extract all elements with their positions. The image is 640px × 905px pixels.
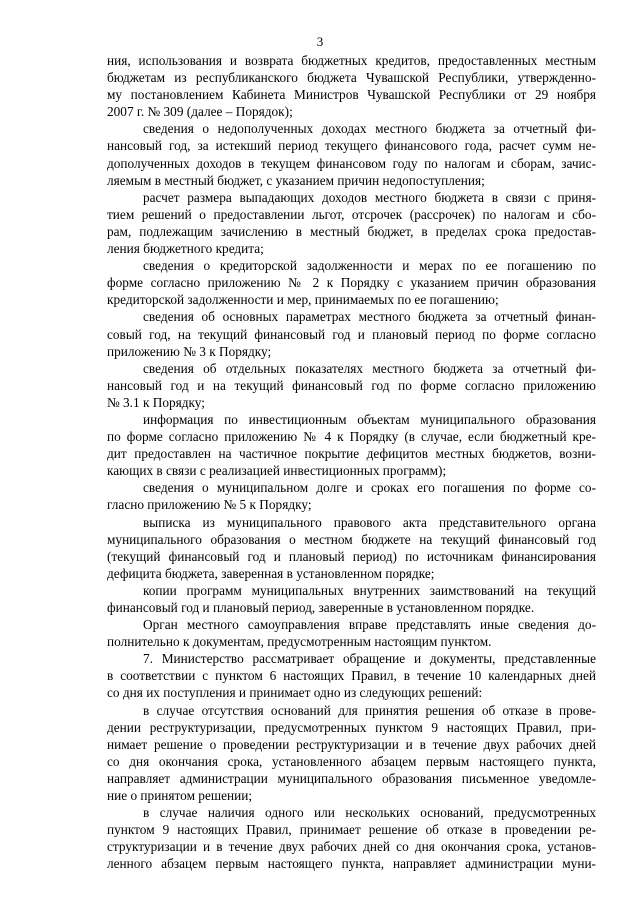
text-line: кающих в связи с реализацией инвестиционных программ); <box>107 463 447 479</box>
document-body <box>107 52 596 873</box>
text-line: нансовый год, за истекший период текущего финансового года, расчет сумм не- <box>107 138 596 154</box>
paragraph <box>107 479 596 513</box>
text-line: со дня окончания срока, установленного абзацем первым настоящего пункта, <box>107 753 596 769</box>
text-line: сведения о кредиторской задолженности и мерах по ее погашению по <box>143 258 596 274</box>
text-line: финансовый год и плановый период, заверенные в установленном порядке. <box>107 600 535 615</box>
paragraph <box>107 52 596 120</box>
text-line: структуризации и в течение двух рабочих дней со дня окончания срока, установ- <box>107 839 596 855</box>
text-line: ляемым в местный бюджет, с указанием причин недопоступления; <box>107 172 485 188</box>
text-line: № 3.1 к Порядку; <box>107 394 205 410</box>
text-line: в случае отсутствия оснований для принятия решения об отказе в прове- <box>143 702 596 718</box>
text-line: сведения об основных параметрах местного бюджета за отчетный финан- <box>143 309 596 325</box>
text-line: пунктом 9 настоящих Правил, принимает решение об отказе в проведении ре- <box>107 822 596 838</box>
text-line: му постановлением Кабинета Министров Чувашской Республики от 29 ноября <box>107 87 596 103</box>
text-line: информация по инвестиционным объектам муниципального образования <box>143 411 596 427</box>
text-line: 2007 г. № 309 (далее – Порядок); <box>107 104 293 120</box>
text-line: дении реструктуризации, предусмотренных пунктом 9 настоящих Правил, при- <box>107 719 596 735</box>
text-line: в соответствии с пунктом 6 настоящих Правил, в течение 10 календарных дней <box>107 668 596 684</box>
paragraph <box>107 308 596 359</box>
paragraph <box>107 189 596 257</box>
text-line: рам, подлежащим зачислению в местный бюджет, в пределах срока предостав- <box>107 223 596 239</box>
text-line: по форме согласно приложению № 4 к Порядку (в случае, если бюджетный кре- <box>107 429 596 445</box>
paragraph <box>107 650 596 701</box>
page-number: 3 <box>316 34 324 49</box>
text-line: выписка из муниципального правового акта представительного органа <box>143 514 596 530</box>
text-line: приложению № 3 к Порядку; <box>107 343 272 359</box>
text-line: 7. Министерство рассматривает обращение и документы, представленные <box>143 651 596 667</box>
paragraph <box>107 411 596 479</box>
text-line: сведения о недополученных доходах местного бюджета за отчетный фи- <box>143 121 596 137</box>
text-line: со дня их поступления и принимает одно из следующих решений: <box>107 685 483 701</box>
text-line: бюджетам из республиканского бюджета Чувашской Республики, утвержденно- <box>107 70 596 86</box>
text-line: сведения об отдельных показателях местного бюджета за отчетный фи- <box>143 360 596 376</box>
text-line: ления бюджетного кредита; <box>107 241 264 257</box>
text-line: нимает решение о проведении реструктуризации и в течение двух рабочих дней <box>107 736 596 752</box>
text-line: муниципального образования о местном бюджете на текущий финансовый год <box>107 531 596 547</box>
text-line: форме согласно приложению № 2 к Порядку с указанием причин образования <box>107 275 596 291</box>
paragraph <box>107 804 596 872</box>
text-line: копии программ муниципальных внутренних заимствований на текущий <box>143 582 596 598</box>
text-line: в случае наличия одного или нескольких оснований, предусмотренных <box>143 805 596 821</box>
paragraph <box>107 120 596 188</box>
text-line: тием решений о предоставлении льгот, отсрочек (рассрочек) по налогам и сбо- <box>107 206 596 222</box>
paragraph <box>107 616 596 650</box>
paragraph <box>107 702 596 805</box>
text-line: сведения о муниципальном долге и сроках его погашения по форме со- <box>143 480 596 496</box>
text-line: ния, использования и возврата бюджетных кредитов, предоставленных местным <box>107 53 596 68</box>
text-line: направляет администрации муниципального образования письменное уведомле- <box>107 770 596 786</box>
text-line: дополученных доходов в текущем финансовом году по налогам и сборам, зачис- <box>107 155 596 171</box>
text-line: дефицита бюджета, заверенная в установленном порядке; <box>107 565 435 581</box>
text-line: расчет размера выпадающих доходов местного бюджета в связи с приня- <box>143 189 596 205</box>
paragraph <box>107 514 596 582</box>
text-line: совый год, на текущий финансовый год и плановый период по форме согласно <box>107 326 596 342</box>
text-line: ние о принятом решении; <box>107 788 253 804</box>
text-line: (текущий финансовый год и плановый период) по источникам финансирования <box>107 548 596 564</box>
text-line: гласно приложению № 5 к Порядку; <box>107 497 312 513</box>
text-line: дит предоставлен на частичное покрытие дефицитов местных бюджетов, возни- <box>107 446 596 462</box>
paragraph <box>107 582 596 616</box>
text-line: нансовый год и на текущий финансовый год по форме согласно приложению <box>107 377 596 393</box>
text-line: полнительно к документам, предусмотренным настоящим пунктом. <box>107 634 492 650</box>
text-line: Орган местного самоуправления вправе представлять иные сведения до- <box>143 617 596 633</box>
text-line: кредиторской задолженности и мер, принимаемых по ее погашению; <box>107 292 499 308</box>
paragraph <box>107 360 596 411</box>
paragraph <box>107 257 596 308</box>
text-line: ленного абзацем первым настоящего пункта, направляет администрации муни- <box>107 856 596 872</box>
